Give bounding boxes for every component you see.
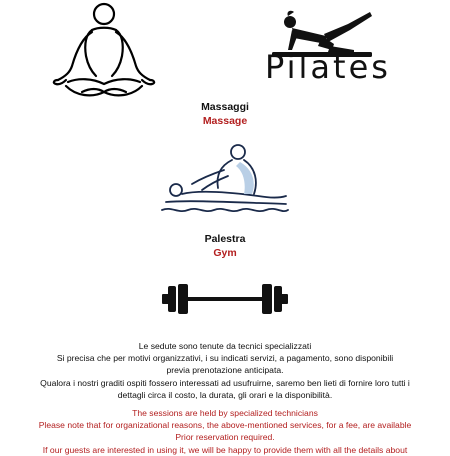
info-english	[0, 407, 450, 456]
info-it-line: Le sedute sono tenute da tecnici specializzati	[138, 341, 312, 351]
info-en-line: The sessions are held by specialized technicians	[132, 408, 318, 418]
info-italian	[0, 340, 450, 401]
massage-icon	[158, 140, 292, 216]
gym-label-en: Gym	[213, 247, 237, 259]
massage-label-it: Massaggi	[201, 101, 249, 113]
barbell-icon	[162, 282, 288, 316]
info-en-line: If our guests are interested in using it, we will be happy to provide them with all the details about	[42, 444, 408, 455]
pilates-title: Pilates	[265, 48, 391, 86]
info-it-line: dettagli circa il costo, la durata, gli orari e la disponibilità.	[117, 389, 333, 400]
gym-label-it: Palestra	[204, 233, 246, 245]
info-it-line: Si precisa che per motivi organizzativi, i su indicati servizi, a pagamento, sono disponibili	[56, 353, 394, 364]
info-en-line: Prior reservation required.	[175, 432, 275, 443]
info-en-line: Please note that for organizational reasons, the above-mentioned services, for a fee, are available	[38, 420, 412, 431]
info-it-line: Qualora i nostri graditi ospiti fossero interessati ad usufruirne, saremo ben lieti di fornire loro tutti i	[40, 377, 410, 388]
info-it-line: previa prenotazione anticipata.	[166, 365, 284, 376]
massage-label-en: Massage	[202, 115, 248, 127]
yoga-meditation-icon	[48, 0, 160, 104]
